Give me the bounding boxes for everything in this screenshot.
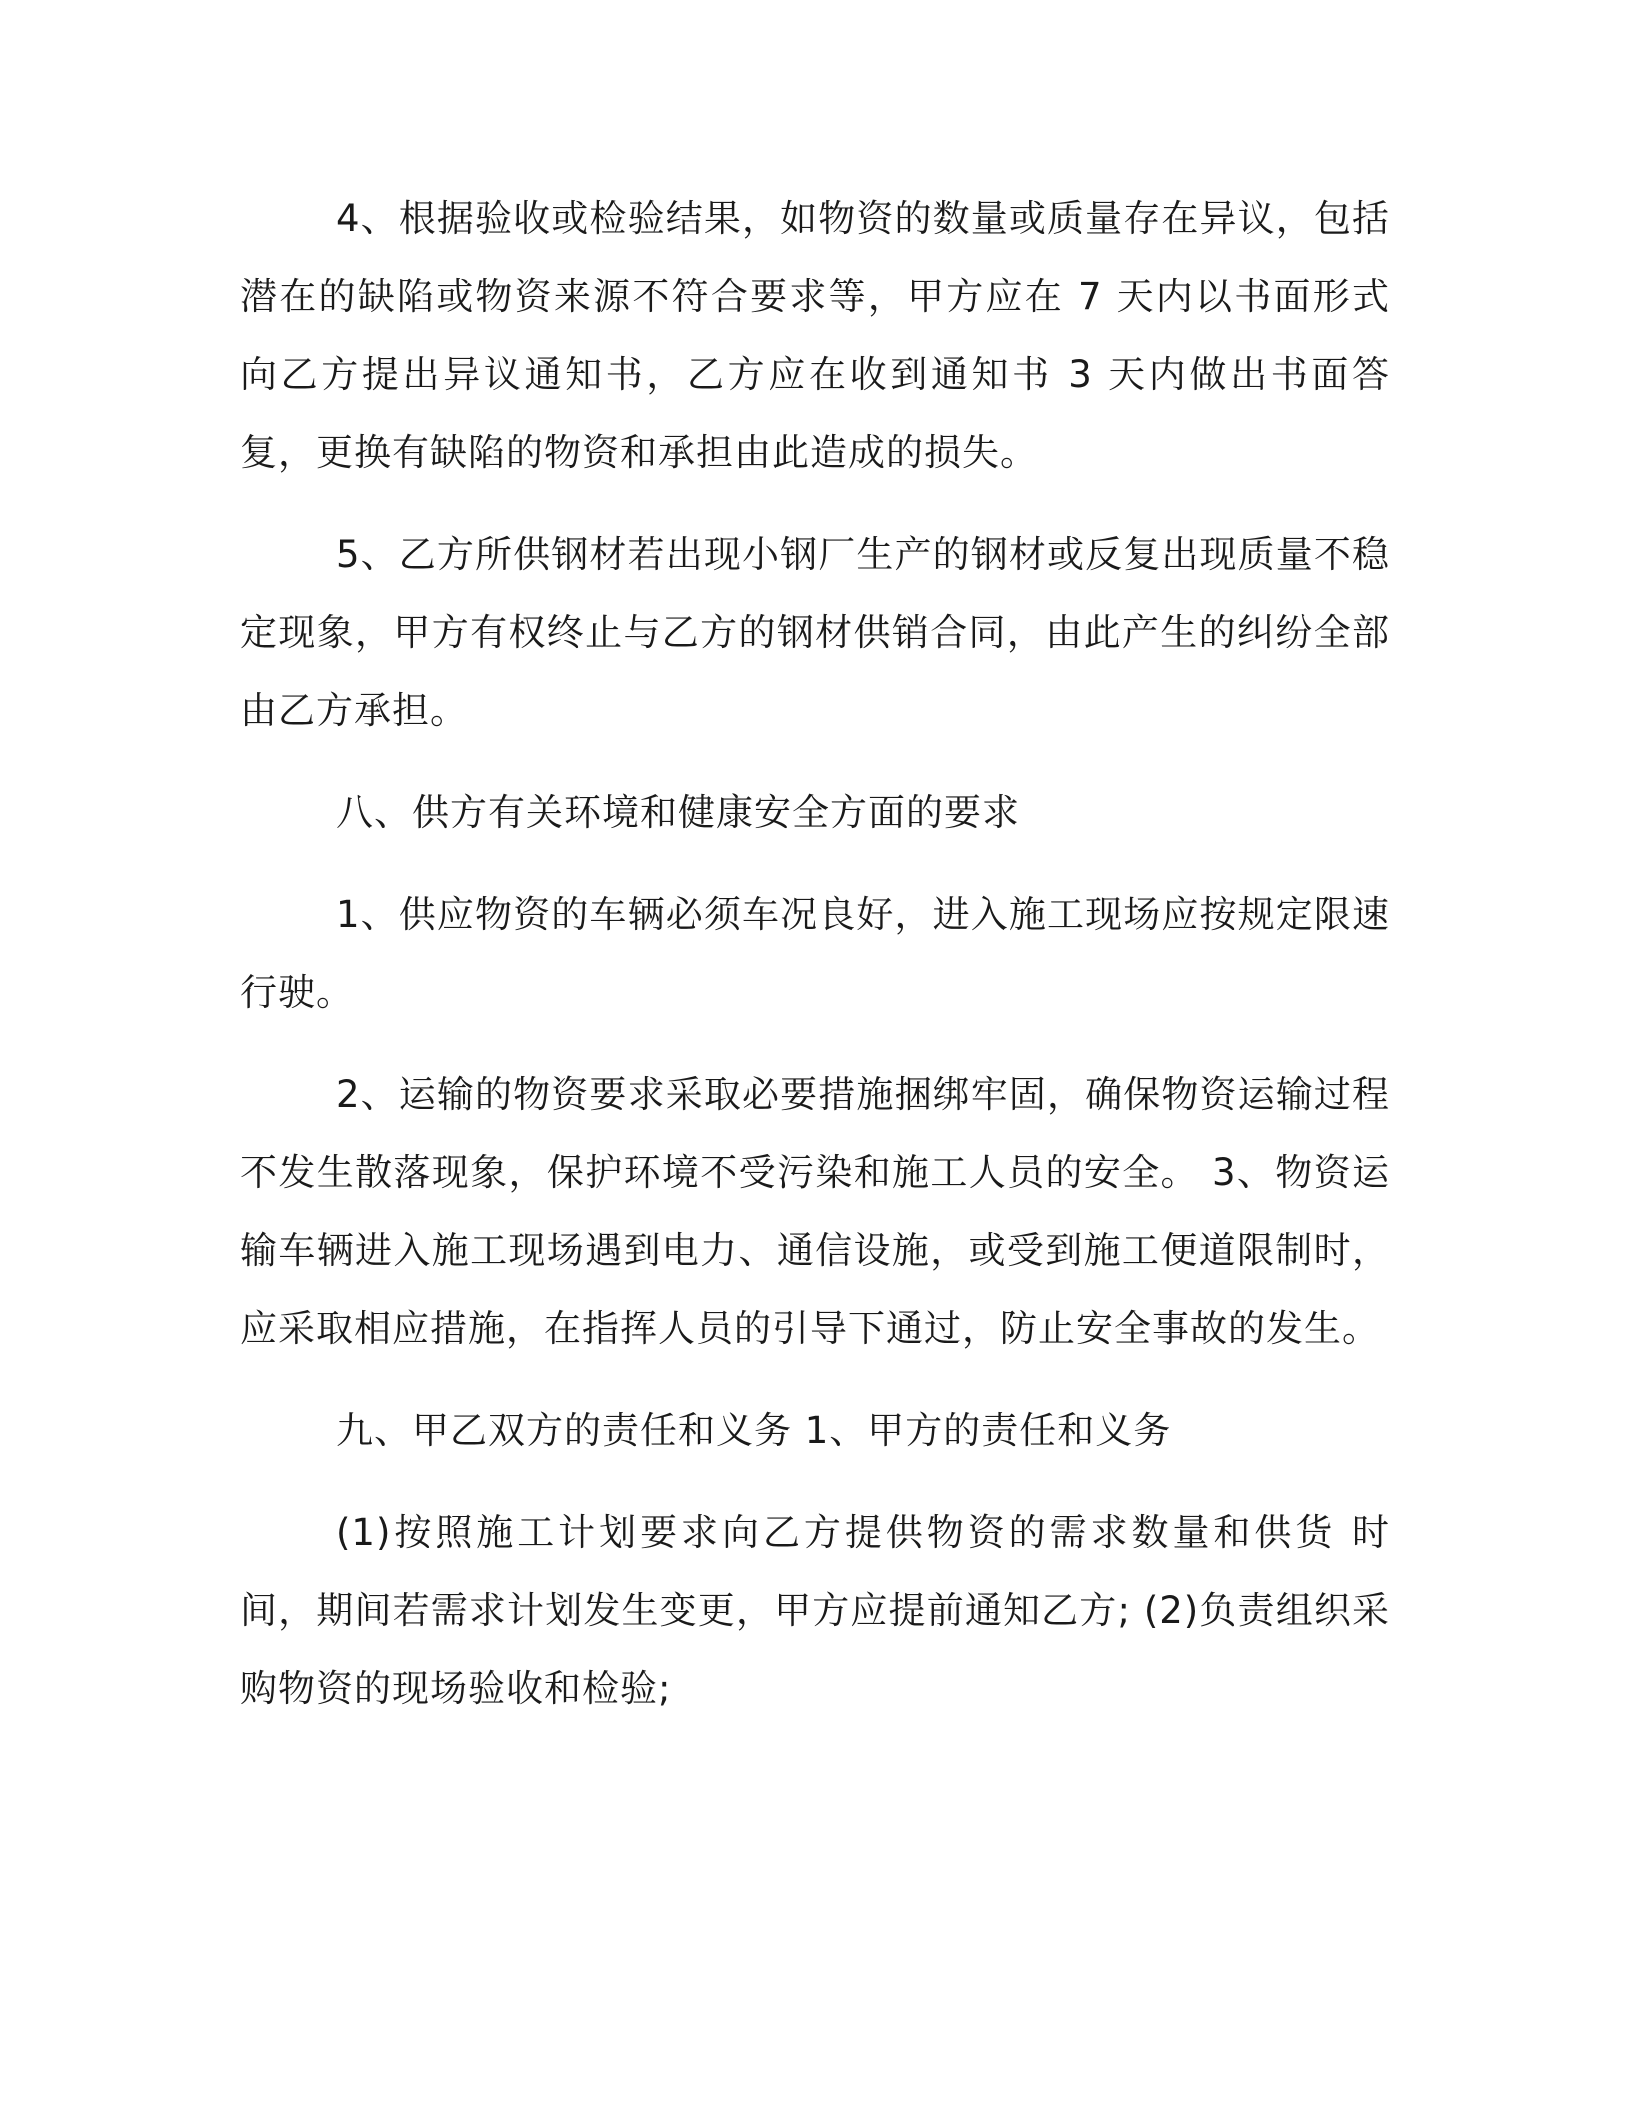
paragraph-item-9-1: (1)按照施工计划要求向乙方提供物资的需求数量和供货 时间，期间若需求计划发生变更，甲方应提前通知乙方; (2)负责组织采购物资的现场验收和检验; [240, 1511, 1390, 1710]
paragraph-item-8-1: 1、供应物资的车辆必须车况良好，进入施工现场应按规定限速行驶。 [240, 893, 1390, 1014]
paragraph-item-5: 5、乙方所供钢材若出现小钢厂生产的钢材或反复出现质量不稳定现象，甲方有权终止与乙方的钢材供销合同，由此产生的纠纷全部由乙方承担。 [240, 533, 1390, 732]
section-heading-8: 八、供方有关环境和健康安全方面的要求 [336, 791, 1020, 834]
paragraph-item-4: 4、根据验收或检验结果，如物资的数量或质量存在异议，包括潜在的缺陷或物资来源不符合要求等，甲方应在 7 天内以书面形式向乙方提出异议通知书，乙方应在收到通知书 3 天内做出书面答复，更换有缺陷的物资和承担由此造成的损失。 [240, 197, 1390, 474]
section-heading-9: 九、甲乙双方的责任和义务 1、甲方的责任和义务 [336, 1409, 1172, 1452]
document-body [240, 180, 1390, 1752]
paragraph-item-8-2: 2、运输的物资要求采取必要措施捆绑牢固，确保物资运输过程不发生散落现象，保护环境不受污染和施工人员的安全。 3、物资运输车辆进入施工现场遇到电力、通信设施，或受到施工便道限制时，应采取相应措施，在指挥人员的引导下通过，防止安全事故的发生。 [240, 1073, 1390, 1350]
